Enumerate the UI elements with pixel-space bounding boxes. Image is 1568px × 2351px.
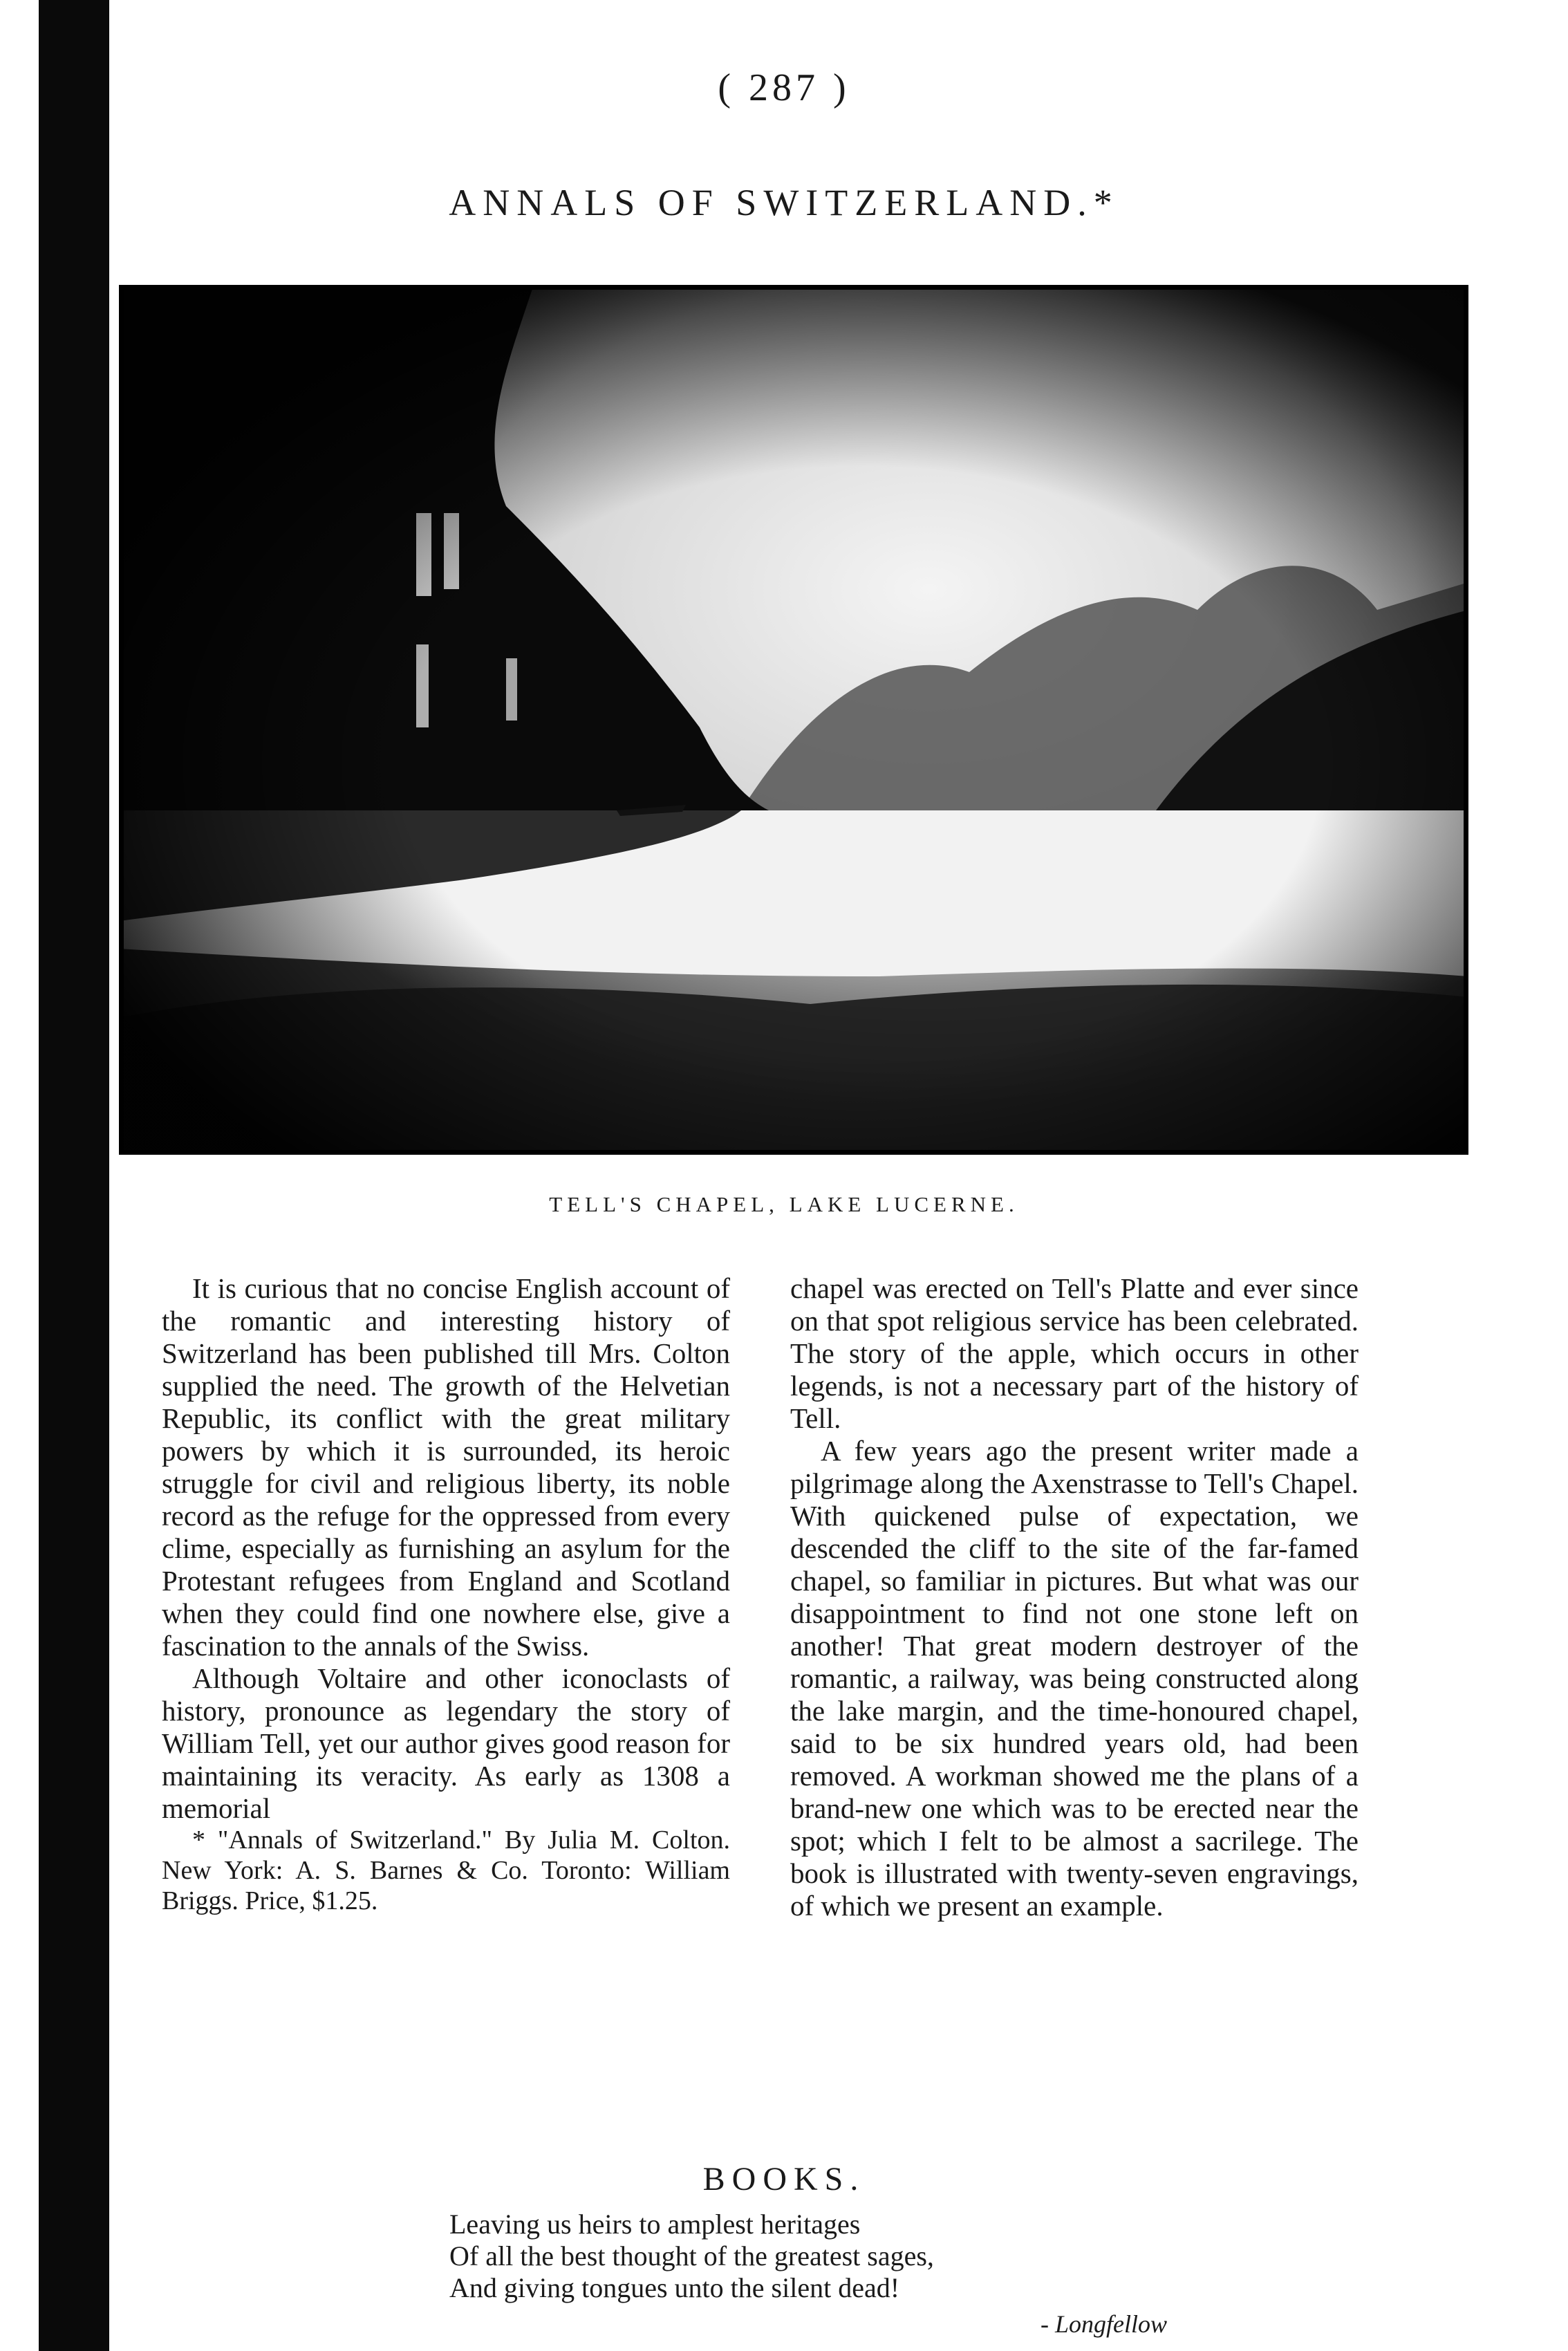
paragraph: chapel was erected on Tell's Platte and ever since on that spot religious service has been celebrated. The story of the apple, which occurs in other legends, is not a necessary part of the history of Tell.	[790, 1272, 1359, 1434]
books-heading: BOOKS.	[702, 2161, 866, 2197]
lake-engraving-illustration	[119, 285, 1468, 1155]
paragraph: A few years ago the present writer made a pilgrimage along the Axenstrasse to Tell's Chapel. With quickened pulse of expectation, we descended the cliff to the site of the far-famed chapel, so familiar in pictures. But what was our disappointment to find not one stone left on another! That great modern destroyer of the romantic, a railway, was being constructed along the lake margin, and the time-honoured chapel, said to be six hundred years old, had been removed. A workman showed me the plans of a brand-new one which was to be erected near the spot; which I felt to be almost a sacrilege. The book is illustrated with twenty-seven engravings, of which we present an example.	[790, 1435, 1359, 1922]
poem-line: And giving tongues unto the silent dead!	[449, 2272, 900, 2303]
paragraph: Although Voltaire and other iconoclasts of history, pronounce as legendary the story of William Tell, yet our author gives good reason for maintaining its veracity. As early as 1308 a memorial	[162, 1662, 730, 1824]
page-binding-edge	[39, 0, 109, 2351]
paragraph: It is curious that no concise English account of the romantic and interesting history of Switzerland has been published till Mrs. Colton supplied the need. The growth of the Helvetian Republic, its conflict with the great military powers by which it is surrounded, its heroic struggle for civil and religious liberty, its noble record as the refuge for the oppressed from every clime, especially as furnishing an asylum for the Protestant refugees from England and Scotland when they could find one nowhere else, give a fascination to the annals of the Swiss.	[162, 1272, 730, 1662]
left-text-column	[162, 1272, 730, 1916]
poem-line: Of all the best thought of the greatest sages,	[449, 2240, 934, 2271]
right-text-column	[790, 1272, 1359, 1922]
poem-line: Leaving us heirs to amplest heritages	[449, 2209, 861, 2240]
article-title: ANNALS OF SWITZERLAND.*	[449, 182, 1119, 223]
footnote: * "Annals of Switzerland." By Julia M. Colton. New York: A. S. Barnes & Co. Toronto: William Briggs. Price, $1.25.	[162, 1825, 730, 1915]
epigraph-poem	[449, 2209, 934, 2304]
page-number: ( 287 )	[718, 66, 850, 109]
illustration-caption: TELL'S CHAPEL, LAKE LUCERNE.	[549, 1192, 1019, 1216]
poem-attribution: - Longfellow	[1040, 2310, 1167, 2338]
